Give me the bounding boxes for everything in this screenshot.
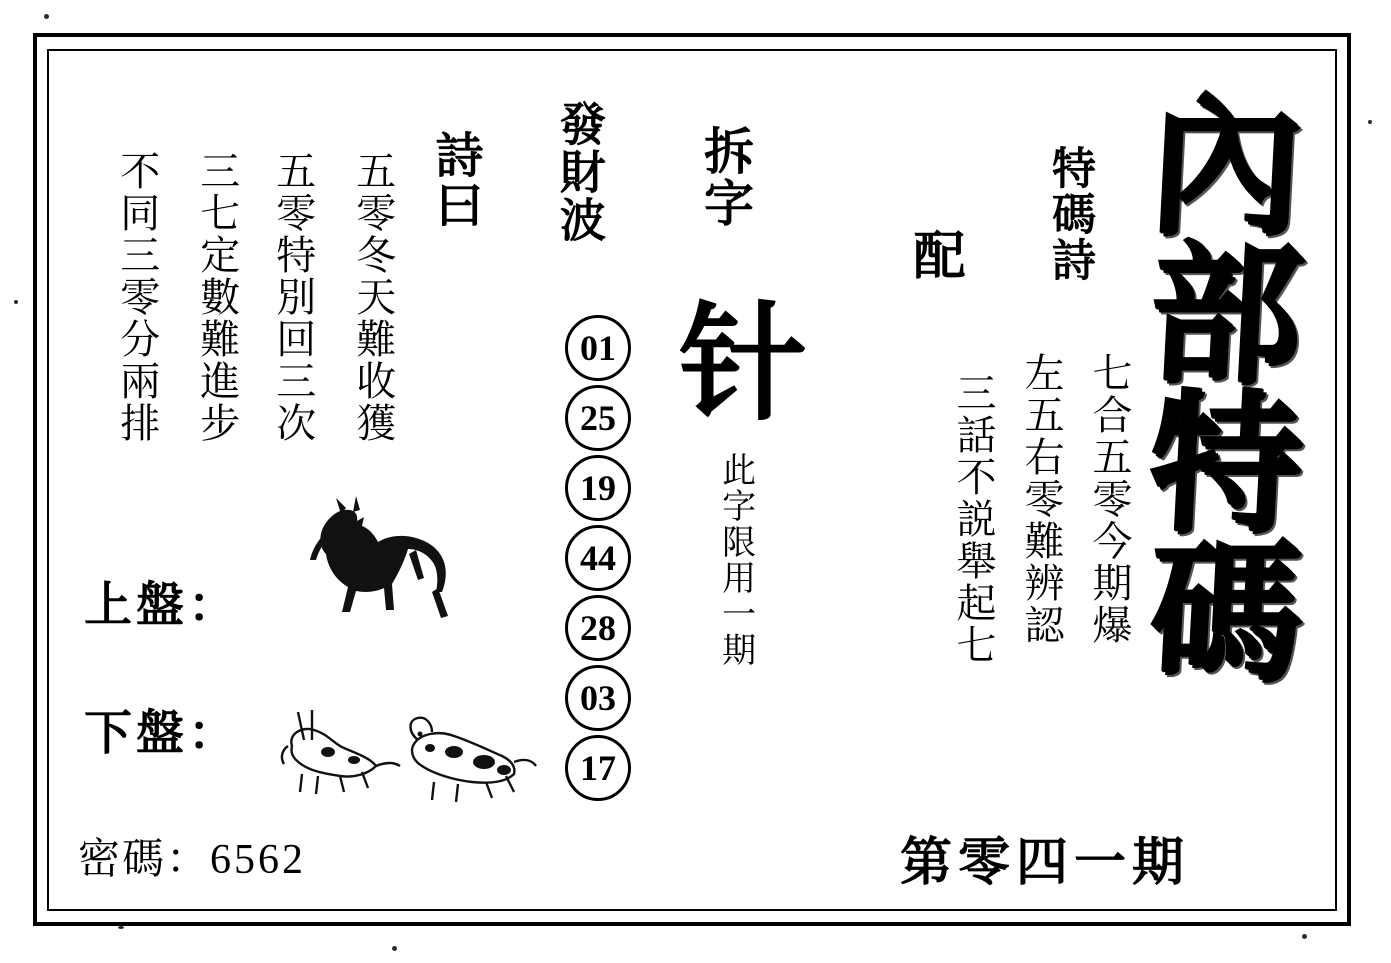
brand-title (1118, 76, 1333, 772)
wave-number[interactable]: 28 (565, 595, 631, 661)
brand-char-3: 特 (1144, 373, 1307, 553)
wave-number[interactable]: 19 (565, 455, 631, 521)
speck (118, 926, 124, 929)
te-ma-poem-line-2: 左五右零難辨認 (1018, 352, 1064, 646)
te-ma-poem-line-1: 七合五零今期爆 (1086, 352, 1132, 646)
te-ma-poem-title: 特碼詩 (1044, 145, 1095, 283)
te-ma-poem-connector: 配 (904, 228, 965, 282)
wave-number[interactable]: 03 (565, 665, 631, 731)
wave-number[interactable]: 44 (565, 525, 631, 591)
brand-char-1: 內 (1144, 76, 1307, 255)
lower-panel-label: 下盤： (84, 705, 241, 761)
horse-icon (278, 492, 468, 632)
wave-label: 發財波 (552, 100, 607, 244)
speck (14, 300, 18, 304)
password-label: 密碼： (78, 834, 211, 883)
password-row (78, 826, 306, 886)
password-value: 6562 (210, 837, 307, 883)
issue-label: 第零四一期 (900, 832, 1191, 893)
shi-yue-title: 詩曰 (426, 130, 483, 230)
brand-char-2: 部 (1144, 224, 1307, 404)
shi-yue-line-1: 五零冬天難收獲 (349, 150, 396, 444)
shi-yue-line-4: 不同三零分兩排 (113, 150, 160, 444)
chai-zi-character: 针 (678, 289, 807, 439)
chai-zi-label: 拆字 (696, 125, 755, 229)
te-ma-poem-line-3: 三話不説舉起七 (950, 372, 996, 666)
speck (44, 14, 49, 19)
upper-panel-label: 上盤： (84, 577, 241, 633)
wave-number[interactable]: 17 (565, 735, 631, 801)
brand-char-4: 碼 (1144, 522, 1307, 702)
wave-number[interactable]: 25 (565, 385, 631, 451)
rabbit-icon (258, 700, 548, 810)
speck (1368, 120, 1372, 124)
speck (1302, 934, 1307, 939)
speck (392, 946, 397, 951)
wave-number-list (556, 315, 640, 805)
shi-yue-line-3: 三七定數難進步 (193, 150, 240, 444)
chai-zi-note: 此字限用一期 (715, 452, 756, 668)
shi-yue-line-2: 五零特別回三次 (269, 150, 316, 444)
wave-number[interactable]: 01 (565, 315, 631, 381)
